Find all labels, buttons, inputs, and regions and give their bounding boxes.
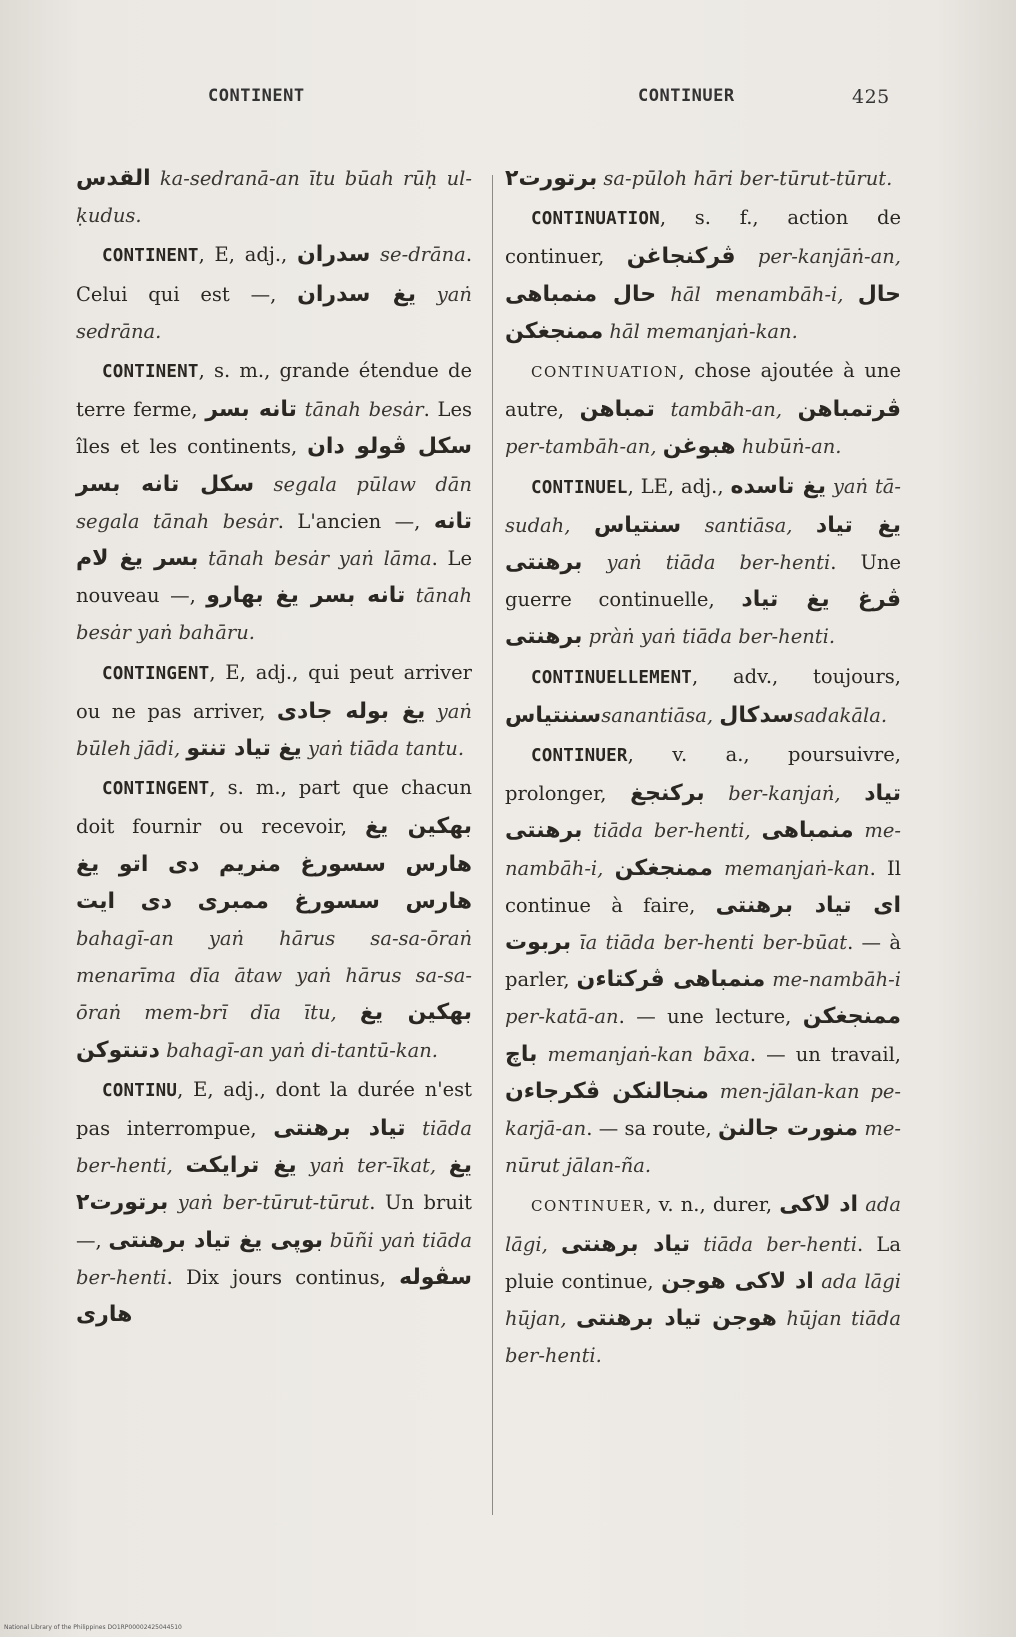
dictionary-entry: [505, 468, 901, 656]
jawi-text: بوپى يغ تياد برهنتى: [108, 1227, 324, 1253]
dictionary-entry: [76, 769, 472, 1069]
definition-text: , v. a., poursuivre, prolonger,: [505, 743, 901, 806]
jawi-text: بهكين يغ دتنتوكن: [76, 1000, 472, 1063]
definition-text: , v. n., durer,: [645, 1193, 780, 1217]
dictionary-entry: [505, 1186, 901, 1374]
jawi-text: ممنجغكن باچ: [505, 1004, 901, 1067]
jawi-text: منجالنكن ڤكرجاءن: [505, 1078, 709, 1104]
definition-text: . Il continue à faire,: [505, 856, 901, 917]
transliteration: īa tiāda ber-henti ber-būat: [571, 931, 848, 955]
transliteration: memanjaṅ-kan bāxa: [537, 1042, 750, 1066]
jawi-text: هبوغن: [662, 434, 736, 460]
jawi-text: يغ تياد تنتو: [186, 736, 302, 762]
transliteration: hāl memanjaṅ-kan.: [603, 319, 798, 343]
transliteration: per-tambāh-an,: [505, 435, 663, 459]
transliteration: tiāda ber-henti,: [76, 1117, 472, 1178]
transliteration: yaṅ būleh jādi,: [76, 699, 472, 761]
jawi-text: تمباهن: [579, 397, 655, 423]
definition-text: , chose ajoutée à une autre,: [505, 359, 901, 422]
right-column: [505, 160, 901, 1377]
jawi-text: سدران: [297, 242, 371, 268]
column-divider: [492, 175, 493, 1515]
jawi-text: اى تياد برهنتى بربوت: [505, 892, 902, 956]
transliteration: me-nambāh-i per-katā-an: [505, 968, 901, 1029]
transliteration: hubūṅ-an.: [735, 435, 842, 459]
jawi-text: يغ ترايكت: [185, 1153, 297, 1179]
jawi-text: سڤوله هارى: [76, 1264, 472, 1328]
jawi-text: سكل ڤولو دان سكل تانه بسر: [76, 434, 472, 497]
jawi-text: القدس: [76, 166, 151, 191]
transliteration: memanjaṅ-kan: [712, 856, 870, 880]
headword: CONTINUELLEMENT: [531, 667, 693, 688]
transliteration: ber-kanjaṅ,: [704, 782, 865, 806]
transliteration: yaṅ sedrāna.: [76, 282, 472, 343]
jawi-text: يغ بوله جادى: [276, 698, 426, 724]
dictionary-entry: [505, 736, 901, 1184]
definition-text: . Les îles et les continents,: [76, 398, 472, 459]
transliteration: yaṅ tiāda tantu.: [301, 737, 465, 761]
transliteration: tiāda ber-henti,: [582, 819, 762, 843]
jawi-text: منمباهى: [761, 818, 854, 844]
definition-text: , E, adj.,: [198, 243, 297, 267]
transliteration: yaṅ tā-sudah,: [505, 474, 901, 537]
jawi-text: تانه بسر يغ بهارو: [206, 583, 406, 609]
transliteration: me-nūrut jālan-ña.: [505, 1117, 901, 1178]
dictionary-entry: [76, 236, 472, 350]
definition-text: . La pluie continue,: [505, 1232, 901, 1293]
transliteration: yaṅ tiāda ber-henti: [582, 551, 831, 575]
jawi-text: سننتياس: [505, 702, 602, 728]
headword-sub: CONTINUATION: [531, 363, 679, 382]
transliteration: ka-sedranā-an ītu būah rūḥ ul-ḳudus.: [76, 167, 472, 228]
transliteration: segala pūlaw dān segala tānah besȧr: [76, 472, 472, 533]
definition-text: , E, adj., dont la durée n'est pas interrompue,: [76, 1077, 472, 1141]
headword: CONTINUEL: [531, 477, 628, 498]
page-number: 425: [852, 86, 890, 108]
definition-text: , adv., toujours,: [692, 664, 901, 688]
jawi-text: يغ سدران: [297, 281, 416, 307]
jawi-text: سنتياس: [593, 512, 682, 538]
headword: CONTINU: [102, 1080, 178, 1101]
jawi-text: تانه بسر يغ لام: [76, 508, 472, 572]
running-head-left: CONTINENT: [208, 86, 305, 106]
headword: CONTINGENT: [102, 663, 210, 684]
running-head-right: CONTINUER: [638, 86, 735, 106]
headword: CONTINUER: [531, 746, 628, 767]
transliteration: būñi yaṅ tiāda ber-henti: [76, 1228, 472, 1289]
transliteration: tambāh-an,: [654, 398, 798, 422]
transliteration: tānah besȧr yaṅ bahāru.: [76, 584, 472, 645]
transliteration: yaṅ ter-īkat,: [296, 1154, 449, 1178]
headword: CONTINENT: [102, 246, 199, 267]
definition-text: , E, adj., qui peut arriver ou ne pas arriver,: [76, 660, 472, 723]
definition-text: . — sa route,: [586, 1117, 718, 1141]
dictionary-entry: [76, 352, 472, 652]
definition-text: . Celui qui est —,: [76, 243, 473, 306]
transliteration: bahagī-an yaṅ di-tantū-kan.: [159, 1038, 439, 1062]
dictionary-entry: [505, 199, 901, 350]
definition-text: . Un bruit —,: [76, 1191, 472, 1252]
transliteration: santiāsa,: [681, 513, 816, 537]
transliteration: hāl menambāh-i,: [656, 282, 858, 306]
jawi-text: تياد برهنتى: [273, 1116, 406, 1142]
transliteration: per-kanjāṅ-an,: [735, 245, 901, 269]
jawi-text: ڤرغ يغ تياد برهنتى: [505, 587, 901, 650]
definition-text: . Dix jours continus,: [166, 1265, 400, 1289]
jawi-text: اد لاكى: [779, 1192, 859, 1218]
transliteration: ada lāgi hūjan,: [505, 1269, 901, 1331]
dictionary-entry: [76, 654, 472, 768]
jawi-text: يغ برتورت٢: [76, 1153, 473, 1216]
transliteration: sanantiāsa,: [601, 703, 720, 727]
jawi-text: ڤركنجاغن: [626, 244, 736, 270]
jawi-text: بركنجغ: [630, 781, 705, 807]
jawi-text: تياد برهنتى: [505, 781, 901, 844]
dictionary-entry: [505, 658, 901, 734]
definition-text: , s. m., part que chacun doit fournir ou recevoir,: [76, 776, 472, 839]
headword-sub: CONTINUER: [531, 1197, 646, 1216]
definition-text: . L'ancien —,: [277, 509, 434, 533]
jawi-text: هوجن تياد برهنتى: [576, 1306, 777, 1332]
transliteration: me-nambāh-i,: [505, 819, 901, 880]
jawi-text: منمباهى ڤركتاءن: [576, 967, 766, 993]
left-column: [76, 160, 472, 1335]
transliteration: sadakāla.: [793, 703, 888, 727]
transliteration: se-drāna: [370, 243, 466, 267]
jawi-text: تانه بسر: [205, 397, 297, 423]
jawi-text: ممنجغكن: [614, 855, 713, 881]
headword: CONTINUATION: [531, 209, 660, 230]
transliteration: tānah besȧr yaṅ lāma: [198, 547, 432, 571]
headword: CONTINENT: [102, 362, 199, 383]
transliteration: men-jālan-kan pe-karjā-an: [505, 1079, 901, 1141]
definition-text: , s. f., action de continuer,: [505, 206, 901, 269]
jawi-text: اد لاكى هوجن: [661, 1268, 814, 1294]
transliteration: tānah besȧr: [296, 398, 424, 422]
jawi-text: حال ممنجغكن: [505, 281, 902, 344]
definition-text: . — une lecture,: [618, 1005, 803, 1029]
definition-text: , s. m., grande étendue de terre ferme,: [76, 359, 472, 422]
jawi-text: يغ تياد برهنتى: [505, 512, 901, 576]
transliteration: hūjan tiāda ber-henti.: [505, 1307, 901, 1368]
jawi-text: ڤرتمباهن: [797, 397, 901, 423]
dictionary-entry: [505, 352, 901, 466]
definition-text: . Une guerre continuelle,: [505, 551, 901, 612]
transliteration: ada lāgi,: [505, 1193, 901, 1256]
jawi-text: برتورت٢: [505, 166, 598, 191]
definition-text: , LE, adj.,: [627, 474, 731, 498]
dictionary-entry: [76, 160, 472, 234]
transliteration: yaṅ ber-tūrut-tūrut: [168, 1191, 370, 1215]
definition-text: . Le nouveau —,: [76, 547, 472, 608]
headword: CONTINGENT: [102, 779, 210, 800]
jawi-text: يغ تاسده: [730, 473, 826, 499]
transliteration: bahagī-an yaṅ hārus sa-sa-ōraṅ menarīma dīa ātaw yaṅ hārus sa-sa-ōraṅ mem-brī dīa ītu,: [76, 927, 472, 1025]
jawi-text: بهكين يغ هارس سسورغ منريم دى اتو يغ هارس سسورغ ممبرى دى ايت: [76, 814, 472, 914]
jawi-text: تياد برهنتى: [561, 1231, 690, 1257]
definition-text: . — à parler,: [505, 931, 901, 992]
jawi-text: سدكال: [719, 702, 794, 728]
dictionary-entry: [505, 160, 901, 197]
jawi-text: منورت جالنڽ: [717, 1116, 859, 1142]
dictionary-entry: [76, 1071, 472, 1333]
transliteration: sa-pūloh hāri ber-tūrut-tūrut.: [597, 167, 893, 190]
transliteration: tiāda ber-henti: [689, 1232, 857, 1256]
scan-footer: National Library of the Philippines DO1RP00002425044510: [4, 1624, 182, 1631]
jawi-text: حال منمباهى: [505, 281, 657, 307]
definition-text: . — un travail,: [749, 1042, 901, 1066]
transliteration: pràṅ yaṅ tiāda ber-henti.: [582, 625, 836, 649]
